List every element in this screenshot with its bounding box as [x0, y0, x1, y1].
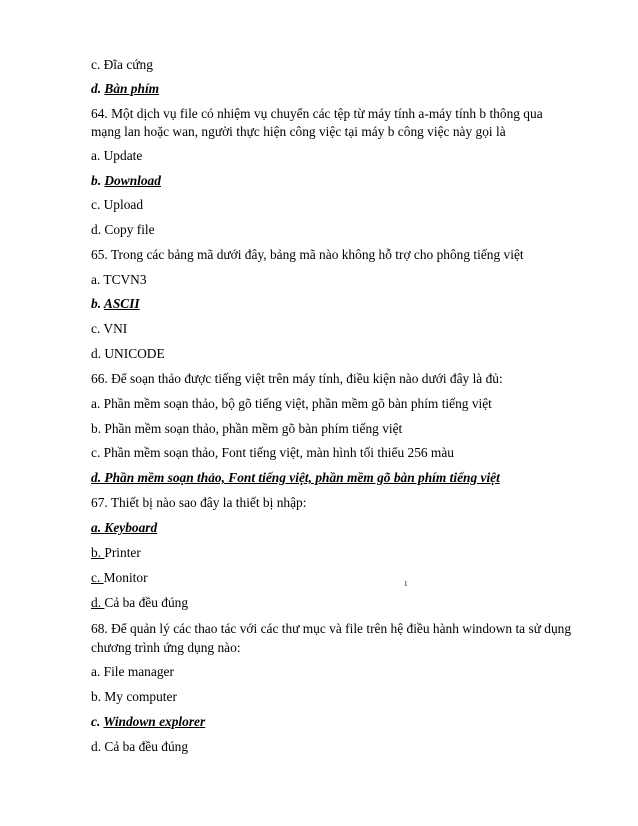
option-66c: c. Phần mềm soạn thảo, Font tiếng việt, màn hình tối thiểu 256 màu — [91, 445, 454, 460]
answer-text: Keyboard — [104, 520, 158, 535]
option-64c: c. Upload — [91, 197, 144, 212]
answer-67a — [91, 520, 157, 536]
answer-68c — [91, 714, 205, 730]
option-64d: d. Copy file — [91, 222, 155, 237]
answer-prefix: b. — [91, 296, 104, 311]
option-text: Cả ba đều đúng — [104, 595, 189, 610]
answer-text: Bàn phím — [104, 81, 160, 96]
option-63c: c. Đĩa cứng — [91, 57, 153, 72]
question-64-line-2: mạng lan hoặc wan, người thực hiện công việc tại máy b công việc này gọi là — [91, 124, 506, 139]
option-68d: d. Cả ba đều đúng — [91, 739, 189, 754]
question-66: 66. Để soạn thảo được tiếng việt trên máy tính, điều kiện nào dưới đây là đủ: — [91, 371, 503, 386]
option-67b — [91, 545, 141, 561]
option-65a: a. TCVN3 — [91, 272, 147, 287]
answer-63d — [91, 81, 159, 97]
option-prefix: b. — [91, 545, 105, 560]
answer-prefix: a. — [91, 520, 105, 535]
answer-text: ASCII — [103, 296, 140, 311]
question-65: 65. Trong các bảng mã dưới đây, bảng mã nào không hỗ trợ cho phông tiếng việt — [91, 247, 524, 262]
option-65c: c. VNI — [91, 321, 128, 336]
option-66a: a. Phần mềm soạn thảo, bộ gõ tiếng việt, phần mềm gõ bàn phím tiếng việt — [91, 396, 492, 411]
option-text: Printer — [104, 545, 141, 560]
answer-65b — [91, 296, 140, 312]
answer-prefix: b. — [91, 173, 105, 188]
answer-text: Download — [104, 173, 161, 188]
question-64-line-1: 64. Một dịch vụ file có nhiệm vụ chuyển các tệp từ máy tính a-máy tính b thông qua — [91, 106, 543, 121]
answer-prefix: d. — [91, 81, 105, 96]
option-66b: b. Phần mềm soạn thảo, phần mềm gõ bàn phím tiếng việt — [91, 421, 403, 436]
option-64a: a. Update — [91, 148, 143, 163]
answer-text: Windown explorer — [103, 714, 206, 729]
answer-prefix: c. — [91, 714, 104, 729]
option-65d: d. UNICODE — [91, 346, 165, 361]
option-68b: b. My computer — [91, 689, 177, 704]
option-prefix: c. — [91, 570, 104, 585]
answer-prefix: d. — [91, 470, 105, 485]
option-68a: a. File manager — [91, 664, 174, 679]
answer-text: Phần mềm soạn thảo, Font tiếng việt, phần mềm gõ bàn phím tiếng việt — [104, 470, 500, 485]
option-67c — [91, 570, 148, 586]
page-number-mark: 1 — [404, 580, 408, 588]
option-prefix: d. — [91, 595, 105, 610]
question-67: 67. Thiết bị nào sao đây la thiết bị nhập: — [91, 495, 307, 510]
question-68-line-1: 68. Để quản lý các thao tác với các thư mục và file trên hệ điều hành windown ta sử dụng — [91, 621, 572, 636]
answer-66d — [91, 470, 500, 486]
question-68-line-2: chương trình ứng dụng nào: — [91, 640, 241, 655]
option-67d — [91, 595, 188, 611]
option-text: Monitor — [103, 570, 148, 585]
answer-64b — [91, 173, 161, 189]
